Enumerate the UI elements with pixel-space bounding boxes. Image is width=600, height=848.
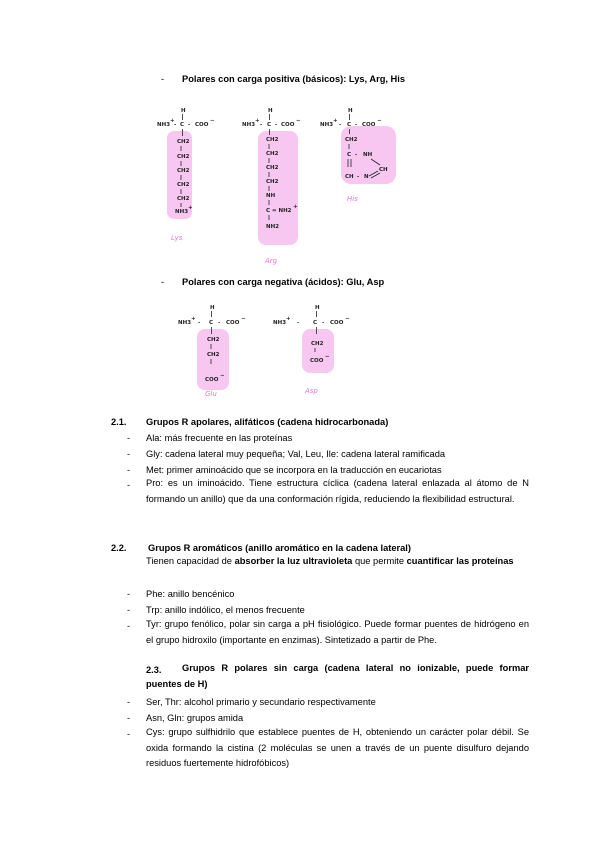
svg-text:CH2: CH2 [207, 337, 220, 343]
svg-text:−: − [241, 316, 246, 322]
svg-text:H: H [315, 305, 320, 311]
svg-text:C: C [267, 122, 272, 128]
svg-text:NH: NH [266, 193, 276, 199]
svg-text:+: + [293, 204, 298, 210]
bullet-dash: - [127, 605, 131, 615]
bullet-dash: - [127, 480, 131, 490]
svg-text:−: − [377, 118, 382, 124]
bullet-dash: - [127, 621, 131, 631]
svg-text:C = NH2: C = NH2 [266, 208, 292, 214]
svg-text:-: - [260, 122, 263, 128]
svg-text:NH2: NH2 [266, 224, 280, 230]
svg-text:COO: COO [195, 122, 209, 128]
section-intro [146, 554, 529, 570]
svg-text:-: - [275, 122, 278, 128]
bullet-dash: - [127, 449, 131, 459]
svg-text:+: + [188, 205, 193, 211]
bullet-dash: - [161, 74, 165, 84]
svg-text:CH2: CH2 [177, 139, 190, 145]
list-item: Cys: grupo sulfhidrilo que establece puentes de H, obteniendo un carácter polar débil. Se oxida formando la cistina (2 moléculas se unen a través de un puente disulfuro dejando residuos fuertemente hidrofóbicos) [146, 727, 529, 768]
his-label: His [347, 195, 358, 203]
svg-text:-: - [357, 174, 360, 180]
list-item: Pro: es un iminoácido. Tiene estructura cíclica (cadena lateral enlazada al átomo de N formando un anillo) que da una conformación rígida, reduciendo la flexibilidad estructural. [146, 478, 529, 504]
list-item: Tyr: grupo fenólico, polar sin carga a pH fisiológico. Puede formar puentes de hidrógeno en el grupo hidroxilo (importante en enzimas). Sintetizado a partir de Phe. [146, 619, 529, 645]
svg-text:+: + [255, 118, 260, 124]
svg-text:−: − [345, 316, 350, 322]
svg-text:COO: COO [205, 377, 219, 383]
svg-text:NH: NH [363, 152, 373, 158]
bullet-dash: - [127, 433, 131, 443]
section-title: Grupos R polares sin carga (cadena lateral no ionizable, puede formar puentes de H) [146, 663, 529, 689]
svg-text:+: + [170, 118, 175, 124]
svg-text:CH2: CH2 [266, 137, 279, 143]
svg-text:C: C [347, 122, 352, 128]
list-item: Ala: más frecuente en las proteínas [146, 433, 293, 443]
svg-text:H: H [348, 108, 353, 114]
svg-text:COO: COO [226, 320, 240, 326]
svg-text:-: - [339, 122, 342, 128]
section-title: Grupos R aromáticos (anillo aromático en la cadena lateral) [148, 543, 411, 553]
intro-text: que permite [352, 556, 407, 566]
list-item: Trp: anillo indólico, el menos frecuente [146, 605, 305, 615]
svg-text:+: + [191, 316, 196, 322]
positive-heading: Polares con carga positiva (básicos): Lys, Arg, His [182, 74, 406, 84]
svg-text:NH3: NH3 [157, 122, 171, 128]
svg-text:H: H [210, 305, 215, 311]
svg-text:CH2: CH2 [207, 352, 220, 358]
svg-text:C: C [347, 152, 352, 158]
svg-text:COO: COO [330, 320, 344, 326]
svg-text:NH3: NH3 [178, 320, 192, 326]
arg-label: Arg [265, 257, 278, 265]
svg-text:C: C [209, 320, 214, 326]
svg-text:-: - [198, 320, 201, 326]
section-number: 2.3. [146, 665, 162, 675]
svg-text:-: - [174, 122, 177, 128]
bullet-dash: - [127, 729, 131, 739]
svg-text:COO: COO [281, 122, 295, 128]
intro-bold: absorber la luz ultravioleta [234, 556, 353, 566]
lys-label: Lys [171, 234, 183, 242]
negative-heading: Polares con carga negativa (ácidos): Glu, Asp [182, 277, 385, 287]
svg-text:CH: CH [345, 174, 354, 180]
svg-text:CH2: CH2 [345, 137, 358, 143]
svg-text:CH2: CH2 [266, 151, 279, 157]
svg-text:−: − [296, 118, 301, 124]
section-number: 2.1. [111, 417, 127, 427]
svg-text:+: + [286, 316, 291, 322]
list-item: Phe: anillo bencénico [146, 589, 235, 599]
svg-text:CH2: CH2 [177, 154, 190, 160]
svg-text:H: H [181, 108, 186, 114]
section-title: Grupos R apolares, alifáticos (cadena hidrocarbonada) [146, 417, 389, 427]
svg-text:-: - [355, 122, 358, 128]
svg-text:NH3: NH3 [175, 209, 189, 215]
svg-text:C: C [180, 122, 185, 128]
intro-bold: cuantificar las proteínas [406, 556, 514, 566]
svg-text:NH3: NH3 [242, 122, 256, 128]
svg-text:+: + [333, 118, 338, 124]
section-number: 2.2. [111, 543, 127, 553]
list-item: Asn, Gln: grupos amida [146, 713, 244, 723]
svg-text:−: − [325, 354, 330, 360]
intro-text: Tienen capacidad de [146, 556, 235, 566]
svg-text:−: − [220, 373, 225, 379]
svg-text:H: H [268, 108, 273, 114]
svg-text:-: - [188, 122, 191, 128]
asp-label: Asp [305, 387, 318, 395]
svg-text:NH3: NH3 [320, 122, 334, 128]
svg-text:NH3: NH3 [273, 320, 287, 326]
list-item: Gly: cadena lateral muy pequeña; Val, Leu, Ile: cadena lateral ramificada [146, 449, 446, 459]
glu-label: Glu [205, 390, 217, 398]
svg-text:−: − [210, 118, 215, 124]
bullet-dash: - [127, 589, 131, 599]
svg-text:COO: COO [310, 358, 324, 364]
asp-sidechain-highlight [302, 329, 334, 373]
svg-text:CH2: CH2 [177, 196, 190, 202]
svg-text:-: - [218, 320, 221, 326]
svg-text:CH2: CH2 [266, 179, 279, 185]
svg-text:N: N [364, 174, 369, 180]
svg-text:COO: COO [362, 122, 376, 128]
svg-text:-: - [322, 320, 325, 326]
svg-text:CH2: CH2 [311, 341, 324, 347]
svg-text:CH2: CH2 [177, 182, 190, 188]
bullet-dash: - [127, 465, 131, 475]
svg-text:-: - [355, 152, 358, 158]
svg-text:CH: CH [379, 167, 388, 173]
list-item: Met: primer aminoácido que se incorpora en la traducción en eucariotas [146, 465, 442, 475]
bullet-dash: - [161, 277, 165, 287]
svg-text:C: C [313, 320, 318, 326]
bullet-dash: - [127, 713, 131, 723]
svg-text:CH2: CH2 [266, 165, 279, 171]
svg-text:-: - [297, 320, 300, 326]
bullet-dash: - [127, 697, 131, 707]
list-item: Ser, Thr: alcohol primario y secundario respectivamente [146, 697, 376, 707]
svg-text:CH2: CH2 [177, 168, 190, 174]
